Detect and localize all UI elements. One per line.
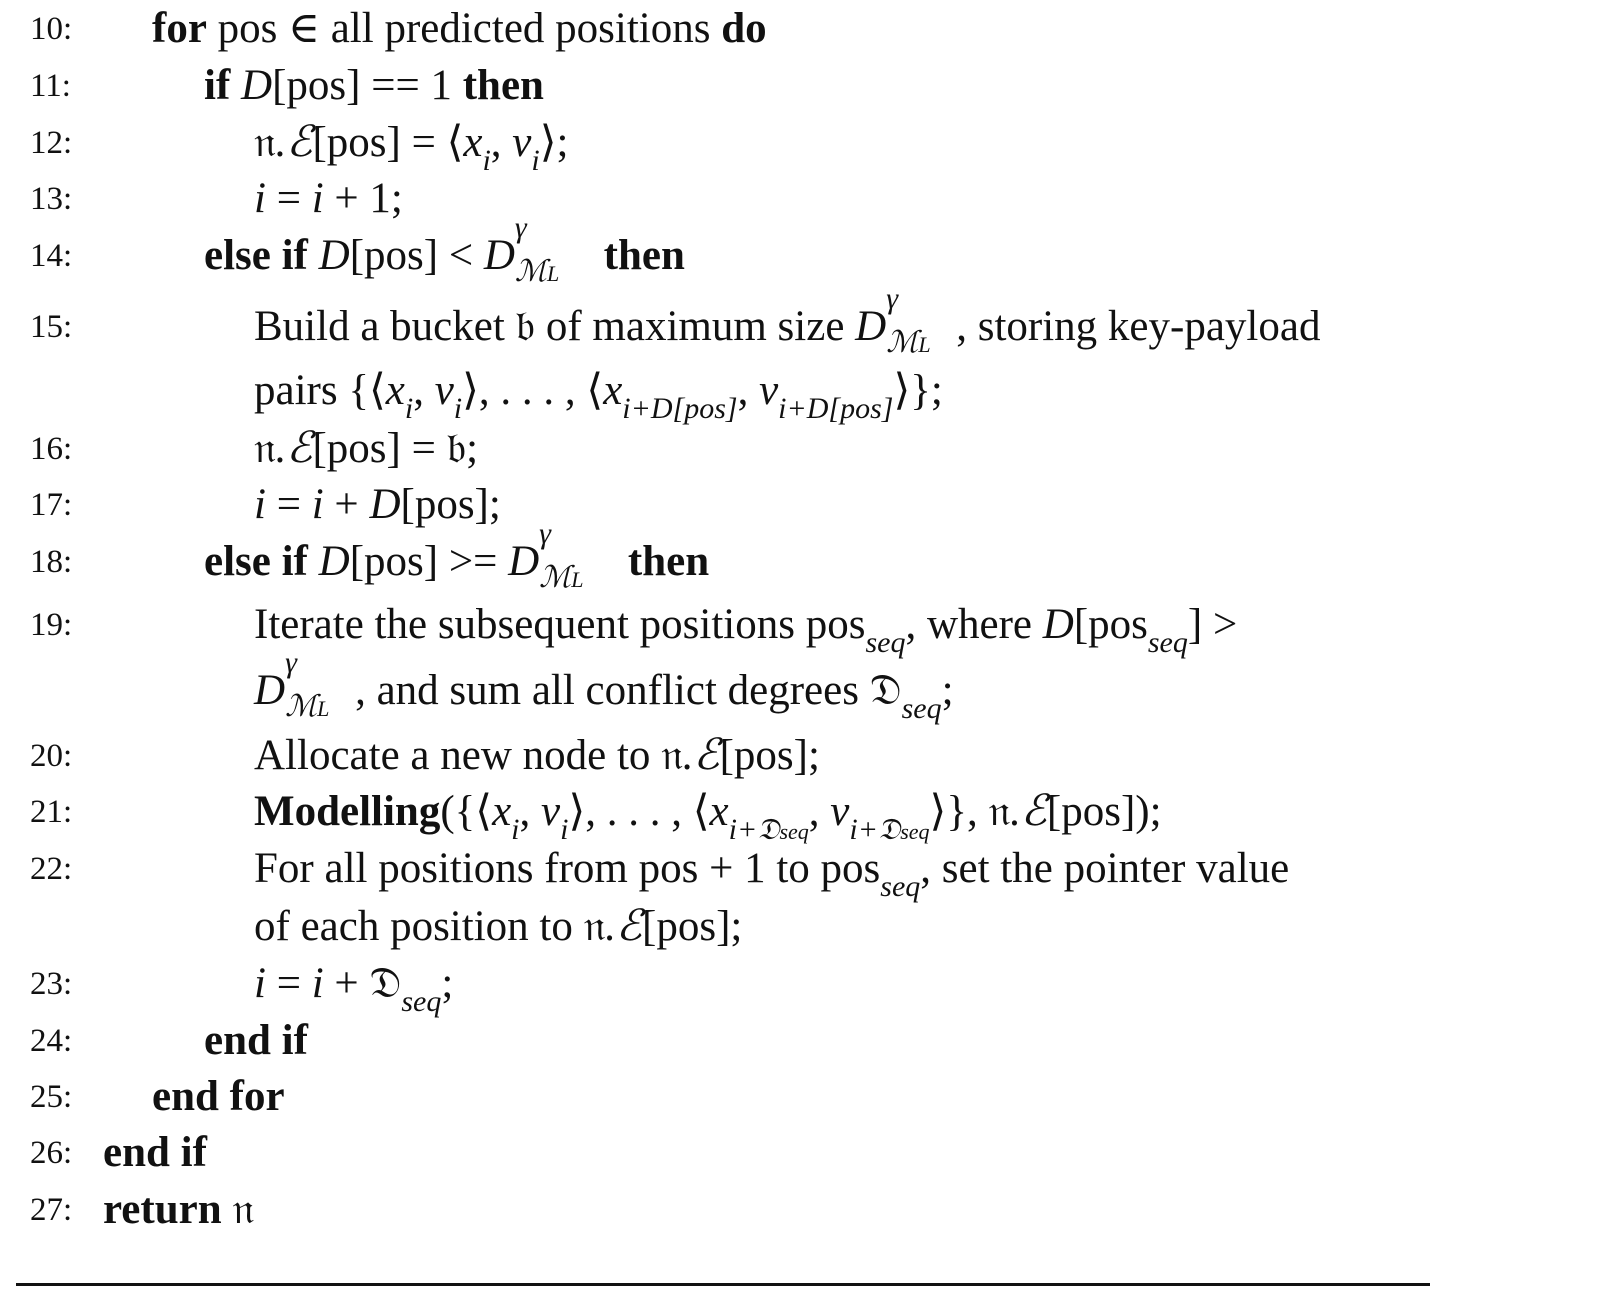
text-storing: , storing key-payload [956, 303, 1321, 350]
sub-seq: seq [880, 869, 921, 903]
text-pos-bracket: [pos] [272, 62, 361, 109]
var-D: D [241, 62, 273, 109]
keyword-if: if [204, 62, 231, 109]
var-i: i [311, 960, 324, 1007]
var-i: i [254, 175, 266, 222]
text-in-all-predicted: ∈ all predicted positions [277, 5, 722, 52]
var-x: x [603, 367, 623, 414]
sub-i-D-pos: i+D[pos] [778, 391, 894, 425]
text-modelling-open: ({⟨ [440, 788, 493, 835]
sub-i-Dseq: i+𝔇seq [728, 812, 809, 846]
text-comma: , [808, 788, 831, 835]
line-code [254, 420, 478, 478]
line-code [254, 596, 1238, 659]
text-pairs: pairs {⟨ [254, 367, 386, 414]
line-code [204, 211, 685, 288]
text-of-max-size: of maximum size [535, 303, 856, 350]
keyword-then: then [462, 62, 544, 109]
text-geq: >= [438, 538, 509, 585]
text-plus: + [323, 960, 370, 1007]
line-code [152, 1068, 285, 1126]
var-i: i [254, 960, 266, 1007]
sub-i-D-pos: i+D[pos] [622, 391, 738, 425]
sub-ML: ℳL [886, 326, 931, 359]
sub-ML: ℳL [285, 690, 330, 723]
text-pos-bracket: [pos] [312, 425, 401, 472]
node-n: 𝔫 [254, 425, 276, 472]
line-number: 18: [30, 544, 73, 580]
text-pos-bracket: [pos] [349, 538, 439, 585]
text-ellipsis: ⟩, . . . , ⟨ [462, 367, 604, 414]
sub-i-Dseq: i+𝔇seq [849, 812, 930, 846]
text-plus-one: + 1; [323, 175, 403, 222]
node-n: 𝔫 [988, 788, 1011, 835]
var-D: D [318, 232, 350, 279]
text-and-sum: , and sum all conflict degrees [355, 667, 870, 714]
line-code [103, 1181, 254, 1239]
sub-i: i [560, 812, 569, 846]
text-eq: = [265, 175, 312, 222]
text-where: , where [905, 601, 1043, 648]
sub-i: i [531, 143, 540, 177]
line-code [204, 517, 710, 594]
line-number: 14: [30, 238, 73, 274]
keyword-then: then [627, 538, 710, 585]
line-number: 25: [30, 1079, 73, 1115]
line-number: 24: [30, 1023, 73, 1059]
sub-i: i [404, 391, 414, 425]
line-code [254, 898, 742, 956]
line-code [254, 476, 501, 534]
text-pos-bracket: [pos] [349, 232, 439, 279]
text-pos-bracket: [pos] [312, 119, 401, 166]
line-code [204, 57, 544, 115]
node-n: 𝔫 [221, 1186, 255, 1233]
node-n: 𝔫 [254, 119, 276, 166]
var-v: v [512, 119, 532, 166]
entries-E: .ℰ [1010, 788, 1047, 835]
line-number: 12: [30, 125, 73, 161]
sub-ML: ℳL [514, 255, 560, 288]
text-allocate: Allocate a new node to [254, 732, 662, 779]
sub-i: i [453, 391, 463, 425]
conflict-degree-D: 𝔇 [869, 667, 902, 714]
line-number: 22: [30, 851, 73, 887]
text-comma: , [490, 119, 513, 166]
line-code [152, 0, 767, 58]
text-eq-one: == 1 [360, 62, 463, 109]
text-set-pointer: , set the pointer value [920, 845, 1290, 892]
var-x: x [492, 788, 512, 835]
line-code [254, 170, 403, 228]
line-number: 20: [30, 738, 73, 774]
text-of-each-position: of each position to [254, 903, 584, 950]
sub-i: i [482, 143, 491, 177]
line-number: 16: [30, 431, 73, 467]
text-eq-b: = 𝔟; [400, 425, 479, 472]
text-for-all-positions: For all positions from pos + 1 to pos [254, 845, 881, 892]
line-code [204, 1012, 308, 1070]
threshold-sub-sup [886, 282, 956, 359]
line-code [254, 727, 820, 785]
text-eq: = [265, 481, 312, 528]
var-i: i [311, 481, 324, 528]
text-lt: < [438, 232, 484, 279]
line-number: 27: [30, 1192, 73, 1228]
line-code [254, 840, 1290, 903]
line-number: 17: [30, 487, 73, 523]
sub-seq: seq [401, 984, 442, 1018]
text-ellipsis: ⟩, . . . , ⟨ [568, 788, 710, 835]
var-i: i [254, 481, 266, 528]
sub-i: i [511, 812, 520, 846]
text-plus: + [323, 481, 370, 528]
node-n: 𝔫 [661, 732, 683, 779]
text-semi: ; [488, 481, 501, 528]
sup-gamma: γ [886, 282, 899, 315]
var-v: v [434, 367, 454, 414]
keyword-else-if: else if [204, 232, 308, 279]
sub-ML: ℳL [539, 561, 584, 594]
var-D: D [483, 232, 515, 279]
keyword-then: then [603, 232, 685, 279]
text-comma: , [413, 367, 435, 414]
entries-E: .ℰ [682, 732, 720, 779]
line-number: 23: [30, 966, 73, 1002]
threshold-sub-sup [539, 517, 617, 594]
entries-E: .ℰ [275, 425, 313, 472]
var-D: D [855, 303, 887, 350]
line-code [254, 955, 454, 1018]
text-pos-close-paren: [pos]); [1046, 788, 1162, 835]
keyword-end-if: end if [103, 1129, 207, 1176]
sub-seq: seq [865, 625, 906, 659]
keyword-end-for: end for [152, 1073, 285, 1120]
algorithm-bottom-rule [16, 1283, 1430, 1286]
keyword-for: for [152, 5, 207, 52]
line-number: 10: [30, 11, 73, 47]
line-number: 21: [30, 794, 73, 830]
var-v: v [541, 788, 561, 835]
var-pos: pos [217, 5, 278, 52]
sup-gamma: γ [539, 517, 551, 550]
line-code [254, 114, 569, 177]
var-v: v [830, 788, 850, 835]
bucket-b: 𝔟 [515, 303, 536, 350]
threshold-sub-sup [285, 646, 355, 723]
line-code [103, 1124, 207, 1182]
line-number: 13: [30, 181, 73, 217]
line-code [254, 282, 1321, 359]
keyword-else-if: else if [204, 538, 308, 585]
line-number: 11: [30, 68, 71, 104]
text-comma: , [737, 367, 760, 414]
text-pos-open: [pos [1073, 601, 1148, 648]
node-n: 𝔫 [583, 903, 606, 950]
sub-seq: seq [901, 691, 942, 725]
entries-E: .ℰ [605, 903, 643, 950]
text-gt: ] > [1187, 601, 1238, 648]
text-assign: = ⟨ [400, 119, 464, 166]
function-modelling: Modelling [254, 788, 441, 835]
var-x: x [463, 119, 483, 166]
text-close: ⟩; [539, 119, 569, 166]
keyword-do: do [721, 5, 767, 52]
var-v: v [759, 367, 779, 414]
text-eq: = [265, 960, 312, 1007]
text-build-bucket: Build a bucket [254, 303, 516, 350]
line-code [254, 646, 954, 725]
var-x: x [709, 788, 729, 835]
conflict-degree-D: 𝔇 [369, 960, 402, 1007]
keyword-end-if: end if [204, 1017, 308, 1064]
text-pos-bracket: [pos] [400, 481, 489, 528]
sub-seq: seq [1147, 625, 1188, 659]
line-number: 15: [30, 309, 73, 345]
var-D: D [318, 538, 350, 585]
var-D: D [508, 538, 540, 585]
line-number: 26: [30, 1135, 73, 1171]
line-number: 19: [30, 607, 73, 643]
text-pos-semi: [pos]; [642, 903, 743, 950]
text-comma: , [519, 788, 542, 835]
text-semi: ; [441, 960, 454, 1007]
text-pos-semi: [pos]; [719, 732, 820, 779]
text-close-brace: ⟩}; [893, 367, 943, 414]
text-semi: ; [941, 667, 954, 714]
sup-gamma: γ [514, 211, 527, 244]
var-D: D [1042, 601, 1074, 648]
var-D: D [369, 481, 401, 528]
sup-gamma: γ [285, 646, 297, 679]
threshold-sub-sup [514, 211, 593, 288]
line-code [254, 783, 1162, 846]
text-close-brace-comma: ⟩}, [929, 788, 989, 835]
var-i: i [311, 175, 324, 222]
entries-E: .ℰ [275, 119, 313, 166]
text-iterate: Iterate the subsequent positions pos [254, 601, 866, 648]
keyword-return: return [103, 1186, 222, 1233]
var-D: D [254, 667, 286, 714]
line-code [254, 362, 943, 425]
var-x: x [385, 367, 405, 414]
